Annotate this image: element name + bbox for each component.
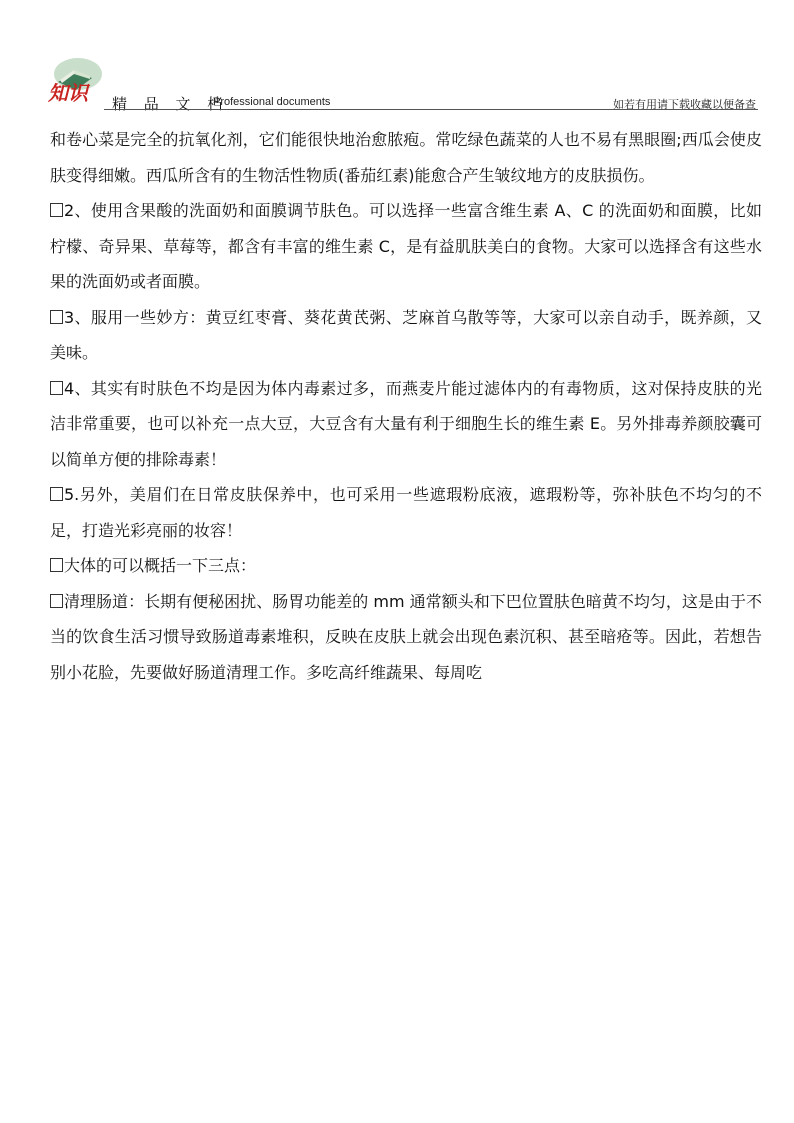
checkbox-glyph-icon — [50, 310, 63, 324]
paragraph-text: 3、服用一些妙方：黄豆红枣膏、葵花黄芪粥、芝麻首乌散等等，大家可以亲自动手，既养颜，又美味。 — [50, 307, 762, 362]
paragraph — [50, 300, 762, 371]
paragraph — [50, 548, 762, 584]
paragraph — [50, 477, 762, 548]
paragraph — [50, 371, 762, 478]
paragraph-text: 5.另外，美眉们在日常皮肤保养中，也可采用一些遮瑕粉底液，遮瑕粉等，弥补肤色不均匀的不足，打造光彩亮丽的妆容！ — [50, 485, 762, 540]
svg-text:知识: 知识 — [48, 81, 88, 104]
paragraph-text: 大体的可以概括一下三点： — [64, 556, 257, 575]
checkbox-glyph-icon — [50, 203, 63, 217]
checkbox-glyph-icon — [50, 487, 63, 501]
checkbox-glyph-icon — [50, 381, 63, 395]
document-body — [50, 122, 762, 690]
paragraph-text: 2、使用含果酸的洗面奶和面膜调节肤色。可以选择一些富含维生素 A、C 的洗面奶和面膜，比如柠檬、奇异果、草莓等，都含有丰富的维生素 C，是有益肌肤美白的食物。大家可以选择含有这些水果的洗面奶或者面膜。 — [50, 201, 762, 291]
paragraph — [50, 193, 762, 300]
page-header — [0, 0, 794, 112]
paragraph — [50, 122, 762, 193]
checkbox-glyph-icon — [50, 594, 63, 608]
checkbox-glyph-icon — [50, 558, 63, 572]
header-divider — [104, 109, 758, 110]
document-title: 精 品 文 档 — [112, 95, 229, 113]
paragraph-text: 和卷心菜是完全的抗氧化剂，它们能很快地治愈脓疱。常吃绿色蔬菜的人也不易有黑眼圈;西瓜会使皮肤变得细嫩。西瓜所含有的生物活性物质(番茄红素)能愈合产生皱纹地方的皮肤损伤。 — [50, 130, 762, 185]
book-logo-icon — [44, 52, 104, 104]
header-note: 如若有用请下载收藏以便备查 — [613, 98, 756, 111]
document-subtitle: Professional documents — [213, 96, 331, 108]
paragraph-text: 清理肠道：长期有便秘困扰、肠胃功能差的 mm 通常额头和下巴位置肤色暗黄不均匀，这是由于不当的饮食生活习惯导致肠道毒素堆积，反映在皮肤上就会出现色素沉积、甚至暗疮等。因此，若想告别小花脸，先要做好肠道清理工作。多吃高纤维蔬果、每周吃 — [50, 591, 762, 682]
paragraph-text: 4、其实有时肤色不均是因为体内毒素过多，而燕麦片能过滤体内的有毒物质，这对保持皮肤的光洁非常重要，也可以补充一点大豆，大豆含有大量有利于细胞生长的维生素 E。另外排毒养颜胶囊可以简单方便的排除毒素！ — [50, 378, 762, 469]
paragraph — [50, 584, 762, 691]
